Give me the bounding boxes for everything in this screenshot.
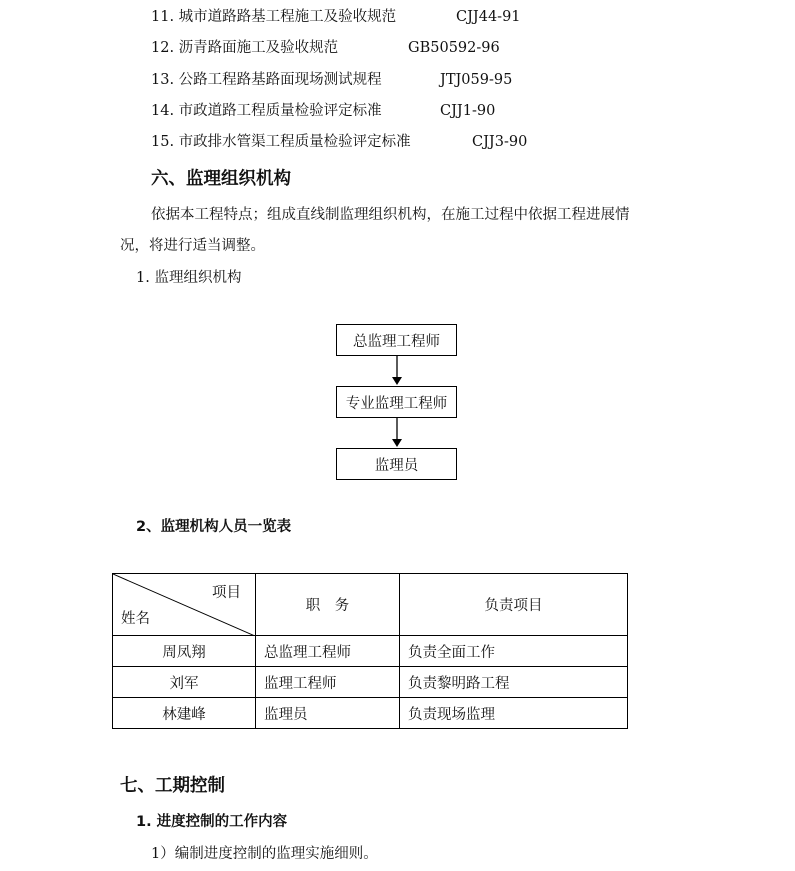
standard-label: 14. 市政道路工程质量检验评定标准: [151, 103, 382, 119]
section-6-paragraph-line-2: 况，将进行适当调整。: [120, 238, 265, 254]
table-row: [113, 636, 628, 667]
cell-position: 监理工程师: [256, 667, 400, 698]
diagonal-header-cell: [113, 574, 256, 636]
progress-control-item-1: 1）编制进度控制的监理实施细则。: [151, 846, 378, 862]
org-structure-subheading: 1. 监理组织机构: [136, 270, 242, 286]
cell-responsibility: 负责黎明路工程: [400, 667, 628, 698]
staff-list-subheading: 2、监理机构人员一览表: [136, 519, 292, 535]
cell-responsibility: 负责现场监理: [400, 698, 628, 729]
header-position: 职 务: [256, 574, 400, 636]
header-name-label: 姓名: [121, 611, 150, 627]
standard-code: GB50592-96: [408, 40, 500, 56]
cell-position: 监理员: [256, 698, 400, 729]
cell-responsibility: 负责全面工作: [400, 636, 628, 667]
standard-label: 11. 城市道路路基工程施工及验收规范: [151, 9, 397, 25]
org-box-chief-engineer: [336, 324, 457, 356]
progress-control-subheading: 1. 进度控制的工作内容: [136, 814, 288, 830]
staff-table: [112, 573, 628, 729]
standard-code: CJJ1-90: [440, 103, 496, 119]
org-arrow-1: [390, 356, 404, 386]
standard-item-11: [151, 7, 521, 27]
header-responsibility: 负责项目: [400, 574, 628, 636]
standard-item-15: [151, 132, 528, 152]
org-box-label: 专业监理工程师: [345, 395, 448, 412]
section-6-paragraph-line-1: 依据本工程特点；组成直线制监理组织机构，在施工过程中依据工程进展情: [151, 207, 630, 223]
standard-label: 12. 沥青路面施工及验收规范: [151, 40, 339, 56]
cell-name: 周凤翔: [113, 636, 256, 667]
org-box-specialist-engineer: [336, 386, 457, 418]
section-6-heading: 六、监理组织机构: [151, 169, 291, 189]
standard-label: 13. 公路工程路基路面现场测试规程: [151, 72, 382, 88]
standard-item-13: [151, 70, 513, 90]
table-header-row: [113, 574, 628, 636]
table-row: [113, 698, 628, 729]
standard-item-12: [151, 38, 500, 58]
cell-name: 林建峰: [113, 698, 256, 729]
section-7-heading: 七、工期控制: [120, 776, 225, 796]
org-box-inspector: [336, 448, 457, 480]
standard-item-14: [151, 101, 496, 121]
standard-label: 15. 市政排水管渠工程质量检验评定标准: [151, 134, 411, 150]
cell-position: 总监理工程师: [256, 636, 400, 667]
standard-code: JTJ059-95: [440, 72, 513, 88]
table-row: [113, 667, 628, 698]
org-arrow-2: [390, 418, 404, 448]
cell-name: 刘军: [113, 667, 256, 698]
org-box-label: 监理员: [374, 457, 419, 474]
org-box-label: 总监理工程师: [353, 333, 440, 350]
standard-code: CJJ44-91: [456, 9, 521, 25]
standard-code: CJJ3-90: [472, 134, 528, 150]
header-item-label: 项目: [212, 585, 241, 601]
